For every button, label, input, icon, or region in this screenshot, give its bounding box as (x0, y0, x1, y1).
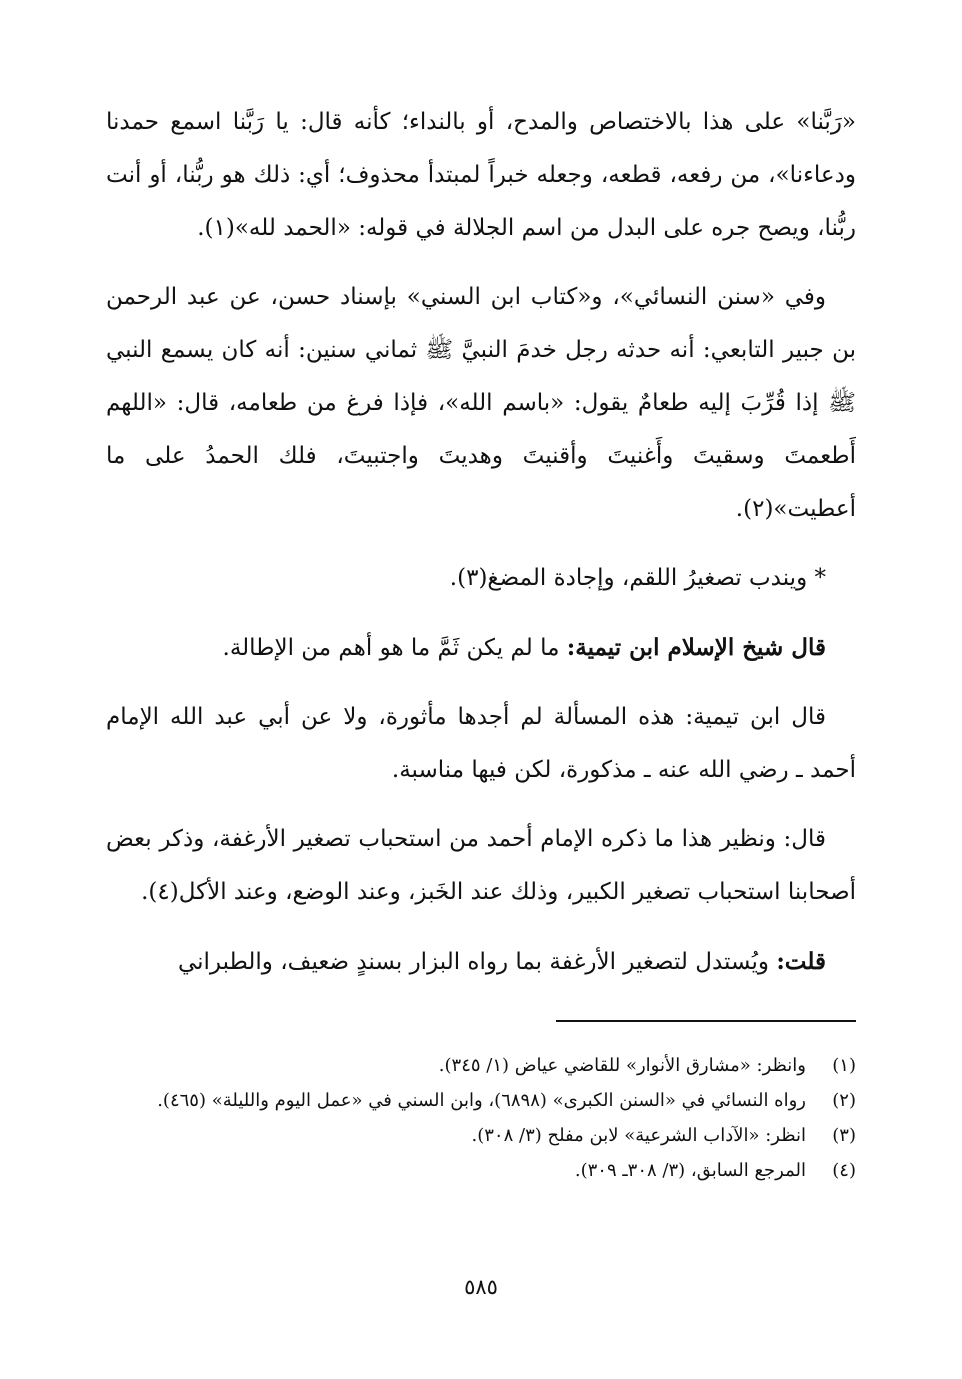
footnote-number: (٢) (832, 1090, 856, 1111)
paragraph-4 (106, 621, 856, 675)
footnote-text: رواه النسائي في «السنن الكبرى» (٦٨٩٨)، وابن السني في «عمل اليوم والليلة» (٤٦٥). (157, 1090, 806, 1111)
paragraph-4-text: ما لم يكن ثَمَّ ما هو أهم من الإطالة. (222, 635, 560, 661)
page-number: ٥٨٥ (464, 1275, 498, 1299)
footnote-number: (٤) (832, 1160, 856, 1181)
footnote (106, 1118, 856, 1153)
footnote-text: وانظر: «مشارق الأنوار» للقاضي عياض (١/ ٣٤٥). (438, 1055, 806, 1076)
footnotes (106, 1048, 856, 1188)
paragraph-1: «رَبَّنا» على هذا بالاختصاص والمدح، أو بالنداء؛ كأنه قال: يا رَبَّنا اسمع حمدنا ودعاءنا»، من رفعه، قطعه، وجعله خبراً لمبتدأ محذوف؛ أي: ذلك هو ربُّنا، أو أنت ربُّنا، ويصح جره على البدل من اسم الجلالة في قوله: «الحمد لله»(١). (106, 109, 856, 241)
paragraph-5: قال ابن تيمية: هذه المسألة لم أجدها مأثورة، ولا عن أبي عبد الله الإمام أحمد ـ رضي الله عنه ـ مذكورة، لكن فيها مناسبة. (106, 704, 856, 783)
footnote (106, 1083, 856, 1118)
main-text (106, 96, 856, 989)
paragraph-3: * ويندب تصغيرُ اللقم، وإجادة المضغ(٣). (449, 565, 826, 591)
paragraph-7 (106, 935, 856, 989)
footnote-number: (٣) (832, 1125, 856, 1146)
paragraph-2: وفي «سنن النسائي»، و«كتاب ابن السني» بإسناد حسن، عن عبد الرحمن بن جبير التابعي: أنه حدثه رجل خدمَ النبيَّ ﷺ ثماني سنين: أنه كان يسمع النبي ﷺ إذا قُرِّبَ إليه طعامٌ يقول: «باسم الله»، فإذا فرغ من طعامه، قال: «اللهم أَطعمتَ وسقيتَ وأَغنيتَ وأقنيتَ وهديتَ واجتبيتَ، فلك الحمدُ على ما أعطيت»(٢). (106, 284, 856, 522)
footnote-text: المرجع السابق، (٣/ ٣٠٨ـ ٣٠٩). (574, 1160, 806, 1181)
bold-lead-ibn-taymiyya: قال شيخ الإسلام ابن تيمية: (566, 634, 826, 661)
footnote-text: انظر: «الآداب الشرعية» لابن مفلح (٣/ ٣٠٨). (471, 1125, 806, 1146)
paragraph-6: قال: ونظير هذا ما ذكره الإمام أحمد من استحباب تصغير الأرغفة، وذكر بعض أصحابنا استحباب تصغير الكبير، وذلك عند الخَبز، وعند الوضع، وعند الأكل(٤). (106, 826, 856, 905)
footnote (106, 1048, 856, 1083)
footnote-number: (١) (832, 1055, 856, 1076)
footnote (106, 1153, 856, 1188)
paragraph-7-text: ويُستدل لتصغير الأرغفة بما رواه البزار بسندٍ ضعيف، والطبراني (177, 949, 769, 975)
bold-lead-qultu: قلت: (776, 948, 826, 975)
footnote-separator (556, 1020, 856, 1022)
